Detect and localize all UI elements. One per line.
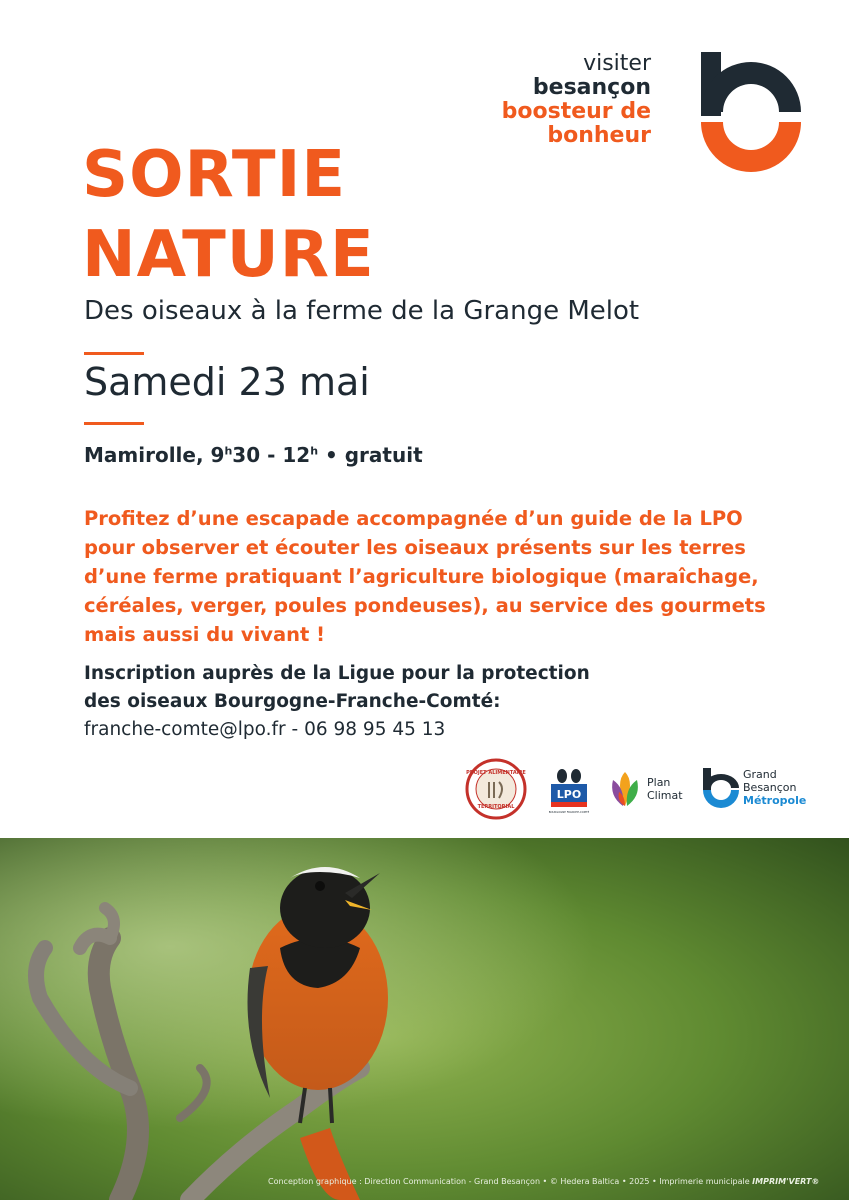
title-line-2: NATURE — [82, 218, 375, 292]
grand-besancon-text — [743, 768, 806, 807]
brand-line-visiter: visiter — [583, 51, 651, 76]
b-logo-icon — [701, 52, 801, 172]
lpo-logo — [549, 764, 589, 816]
pat-bottom-label: TERRITORIAL — [477, 804, 515, 810]
contact-line-1: Inscription auprès de la Ligue pour la protection — [84, 663, 590, 684]
gb-line-3: Métropole — [743, 794, 807, 807]
brand-line-bonheur: bonheur — [547, 123, 651, 148]
contact-line-3[interactable]: franche-comte@lpo.fr - 06 98 95 45 13 — [84, 719, 446, 740]
contact-block — [84, 660, 784, 744]
photo-credits — [268, 1177, 819, 1186]
info-start-sup: h — [224, 444, 233, 458]
contact-line-2: des oiseaux Bourgogne-Franche-Comté: — [84, 691, 501, 712]
plan-line-1: Plan — [647, 776, 671, 789]
credits-text: Conception graphique : Direction Communication - Grand Besançon • © Hedera Baltica • 2025 • Imprimerie municipale — [268, 1177, 750, 1186]
plan-line-2: Climat — [647, 789, 683, 802]
imprim-vert-label: IMPRIM'VERT® — [752, 1177, 820, 1186]
lpo-label: LPO — [556, 788, 582, 801]
divider-bottom — [84, 422, 144, 425]
info-end-sup: h — [310, 444, 319, 458]
event-date: Samedi 23 mai — [84, 360, 370, 404]
gb-line-2: Besançon — [743, 781, 797, 794]
gb-line-1: Grand — [743, 768, 777, 781]
title-line-1: SORTIE — [82, 138, 347, 212]
plan-climat-text — [647, 776, 683, 802]
subtitle: Des oiseaux à la ferme de la Grange Melot — [84, 296, 640, 326]
event-info — [84, 443, 423, 467]
pat-top-label: PROJET ALIMENTAIRE — [466, 770, 526, 776]
bird-photo — [0, 838, 849, 1200]
info-place: Mamirolle, 9 — [84, 443, 225, 467]
brand-line-boosteur: boosteur de — [501, 99, 651, 124]
page-title — [82, 135, 375, 295]
partner-logos — [465, 758, 815, 820]
brand-block — [481, 48, 801, 178]
projet-alimentaire-logo — [465, 758, 527, 820]
info-price: • gratuit — [318, 443, 423, 467]
info-times: 30 - 12 — [232, 443, 311, 467]
event-description: Profitez d’une escapade accompagnée d’un guide de la LPO pour observer et écouter les oiseaux présents sur les terres d’une ferme pratiquant l’agriculture biologique (maraîchage, céréales, verger, poules pondeuses), au service des gourmets mais aussi du vivant ! — [84, 507, 766, 646]
brand-line-besancon: besançon — [532, 75, 651, 100]
lpo-sub-label: BOURGOGNE FRANCHE-COMTÉ — [549, 811, 589, 814]
brand-text — [502, 52, 651, 148]
plan-climat-icon — [607, 768, 643, 810]
divider-top — [84, 352, 144, 355]
grand-besancon-icon — [703, 768, 739, 810]
bird-illustration — [0, 838, 849, 1200]
